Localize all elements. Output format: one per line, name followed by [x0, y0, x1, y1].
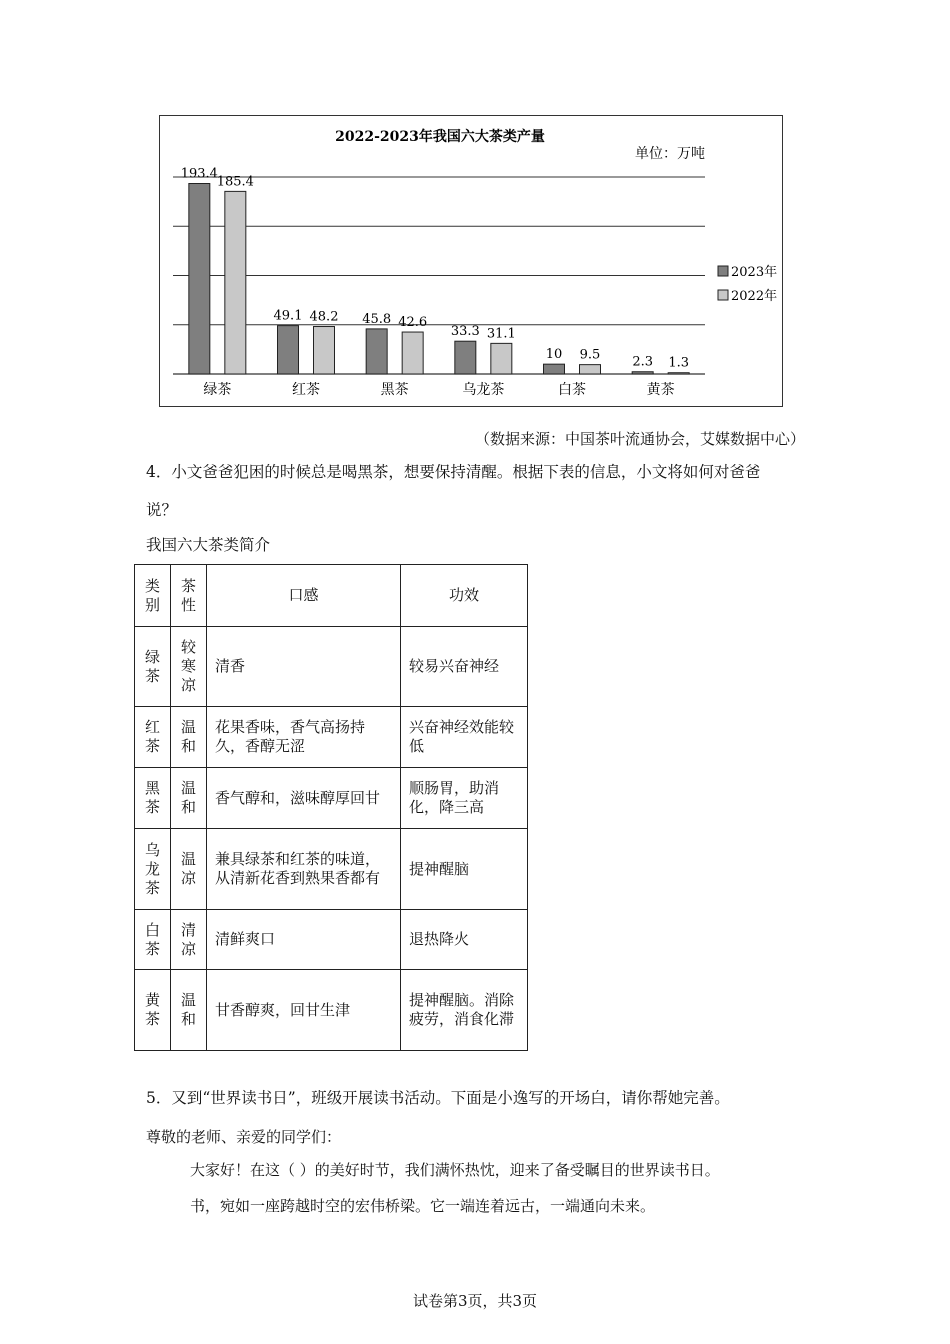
- cell-effect: 兴奋神经效能较低: [401, 707, 528, 768]
- table-row: [135, 910, 528, 970]
- chart-bar: [544, 364, 565, 374]
- header-nature: 茶性: [171, 565, 207, 627]
- chart-category-label: 红茶: [292, 382, 320, 398]
- speech-paragraph-1: 大家好！在这（ ）的美好时节，我们满怀热忱，迎来了备受瞩目的世界读书日。: [190, 1161, 720, 1179]
- table-row: [135, 768, 528, 829]
- cell-nature: 温凉: [171, 829, 207, 910]
- table-header-row: [135, 565, 528, 627]
- tea-info-table: [134, 564, 528, 1051]
- chart-bar: [491, 343, 512, 374]
- chart-bar: [668, 373, 689, 374]
- cell-taste: 清香: [207, 627, 401, 707]
- chart-bar: [314, 327, 335, 374]
- question-4-line1: 4．小文爸爸犯困的时候总是喝黑茶，想要保持清醒。根据下表的信息，小文将如何对爸爸: [146, 463, 761, 481]
- chart-bar: [455, 341, 476, 374]
- chart-legend-label: 2023年: [731, 265, 778, 280]
- page-footer: 试卷第3页，共3页: [412, 1292, 538, 1310]
- chart-data-label: 9.5: [579, 347, 601, 363]
- cell-effect: 较易兴奋神经: [401, 627, 528, 707]
- table-row: [135, 829, 528, 910]
- chart-data-label: 10: [545, 347, 563, 363]
- cell-taste: 兼具绿茶和红茶的味道，从清新花香到熟果香都有: [207, 829, 401, 910]
- chart-category-label: 白茶: [558, 382, 586, 398]
- chart-data-label: 45.8: [362, 311, 392, 327]
- chart-legend-label: 2022年: [731, 289, 778, 304]
- chart-data-label: 2.3: [632, 354, 654, 370]
- cell-type: 乌龙茶: [135, 829, 171, 910]
- chart-data-label: 48.2: [309, 309, 339, 325]
- cell-taste: 清鲜爽口: [207, 910, 401, 970]
- chart-data-label: 33.3: [450, 324, 480, 340]
- data-source-note: （数据来源：中国茶叶流通协会，艾媒数据中心）: [474, 430, 805, 448]
- cell-nature: 清凉: [171, 910, 207, 970]
- table-row: [135, 627, 528, 707]
- question-5-line1: 5．又到“世界读书日”，班级开展读书活动。下面是小逸写的开场白，请你帮她完善。: [146, 1089, 730, 1107]
- chart-bar: [189, 184, 210, 374]
- cell-type: 白茶: [135, 910, 171, 970]
- chart-category-label: 黄茶: [646, 382, 675, 398]
- chart-legend-swatch: [718, 290, 728, 300]
- cell-effect: 退热降火: [401, 910, 528, 970]
- chart-legend-swatch: [718, 266, 728, 276]
- cell-type: 红茶: [135, 707, 171, 768]
- chart-bar: [632, 372, 653, 374]
- chart-data-label: 42.6: [398, 315, 428, 331]
- cell-effect: 提神醒脑。消除疲劳，消食化滞: [401, 970, 528, 1051]
- table-title: 我国六大茶类简介: [146, 536, 271, 554]
- cell-nature: 温和: [171, 707, 207, 768]
- cell-nature: 温和: [171, 970, 207, 1051]
- chart-data-label: 185.4: [216, 174, 254, 190]
- question-4-line2: 说？: [146, 501, 178, 519]
- chart-bar: [225, 191, 246, 374]
- table-row: [135, 707, 528, 768]
- chart-data-label: 31.1: [486, 326, 516, 342]
- chart-data-label: 1.3: [668, 355, 690, 371]
- cell-effect: 提神醒脑: [401, 829, 528, 910]
- chart-category-label: 乌龙茶: [462, 382, 505, 398]
- chart-title: 2022-2023年我国六大茶类产量: [335, 129, 545, 145]
- speech-greeting: 尊敬的老师、亲爱的同学们：: [146, 1128, 342, 1146]
- chart-unit-label: 单位：万吨: [635, 146, 705, 162]
- chart-data-label: 193.4: [180, 166, 218, 182]
- cell-effect: 顺肠胃，助消化，降三高: [401, 768, 528, 829]
- cell-taste: 甘香醇爽，回甘生津: [207, 970, 401, 1051]
- chart-category-label: 绿茶: [203, 382, 232, 398]
- chart-category-label: 黑茶: [380, 382, 409, 398]
- cell-type: 黄茶: [135, 970, 171, 1051]
- chart-data-label: 49.1: [273, 308, 303, 324]
- cell-nature: 较寒凉: [171, 627, 207, 707]
- chart-bar: [402, 332, 423, 374]
- cell-nature: 温和: [171, 768, 207, 829]
- speech-paragraph-2: 书，宛如一座跨越时空的宏伟桥梁。它一端连着远古，一端通向未来。: [190, 1197, 656, 1215]
- cell-taste: 香气醇和，滋味醇厚回甘: [207, 768, 401, 829]
- chart-bar: [278, 326, 299, 374]
- header-type: 类别: [135, 565, 171, 627]
- cell-taste: 花果香味，香气高扬持久，香醇无涩: [207, 707, 401, 768]
- table-row: [135, 970, 528, 1051]
- chart-svg: [160, 116, 782, 406]
- header-taste: 口感: [207, 565, 401, 627]
- cell-type: 黑茶: [135, 768, 171, 829]
- tea-production-chart: [159, 115, 783, 407]
- chart-bar: [366, 329, 387, 374]
- chart-bar: [580, 365, 601, 374]
- cell-type: 绿茶: [135, 627, 171, 707]
- header-effect: 功效: [401, 565, 528, 627]
